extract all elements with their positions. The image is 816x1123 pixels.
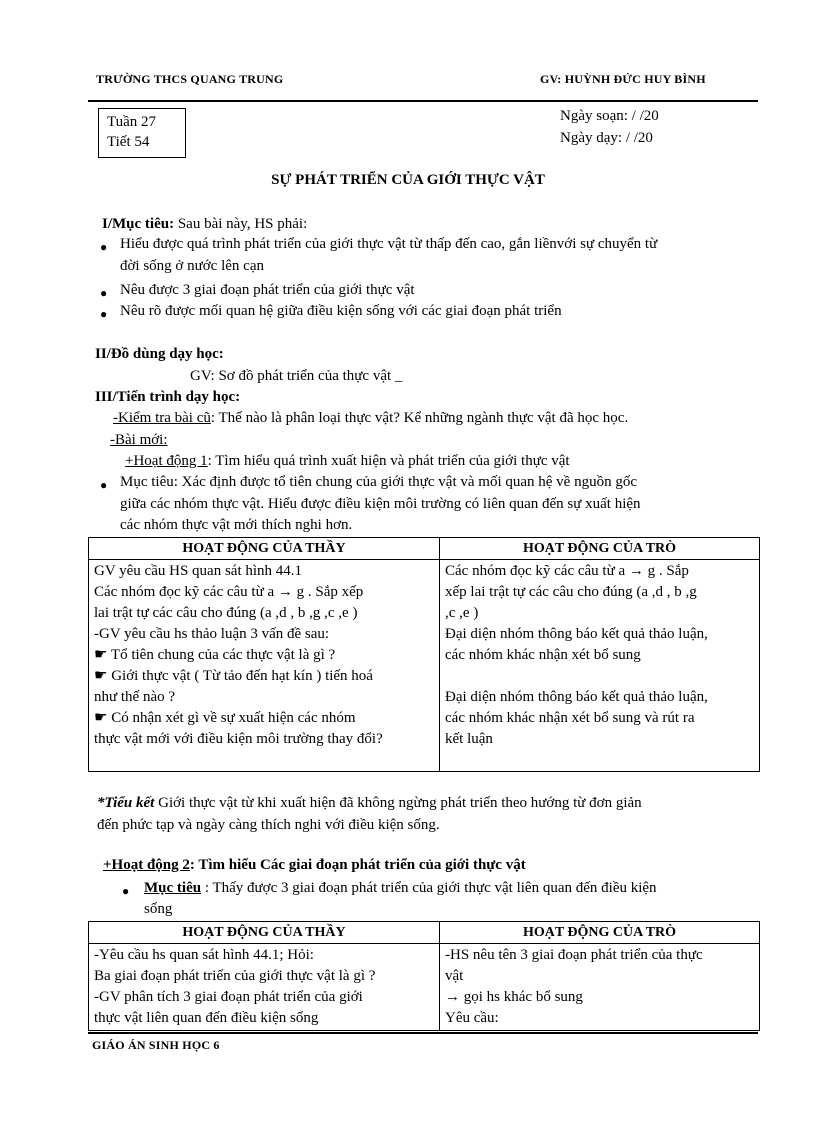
section1-bullet-3: Nêu rõ được mối quan hệ giữa điều kiện sống với các giai đoạn phát triển — [120, 303, 562, 319]
table1-student-cell — [440, 560, 760, 772]
objective-line-3: các nhóm thực vật mới thích nghi hơn. — [120, 517, 353, 533]
bullet-icon: ● — [100, 240, 108, 254]
section1-bullet-1: Hiểu được quá trình phát triển của giới thực vật từ thấp đến cao, gắn liềnvới sự chuyển từ — [120, 236, 658, 252]
week-box — [98, 108, 186, 158]
table1-student-line: Đại diện nhóm thông báo kết quả thảo luận, — [445, 626, 708, 642]
activity1-label: +Hoạt động 1 — [125, 453, 208, 469]
table1-teacher-line: thực vật mới với điều kiện môi trường thay đổi? — [94, 731, 383, 747]
activity2-table — [88, 921, 760, 1031]
table2-student-line: Yêu cầu: — [445, 1010, 499, 1026]
table1-student-line: kết luận — [445, 731, 493, 747]
table2-teacher-line: -GV phân tích 3 giai đoạn phát triển của giới — [94, 989, 363, 1005]
table1-header-student: HOẠT ĐỘNG CỦA TRÒ — [440, 538, 760, 560]
section1-bullet-2: Nêu được 3 giai đoạn phát triển của giới thực vật — [120, 282, 415, 298]
objective-line-2: giữa các nhóm thực vật. Hiểu được điều kiện môi trường có liên quan đến sự xuất hiện — [120, 496, 641, 512]
summary-text: Giới thực vật từ khi xuất hiện đã không ngừng phát triển theo hướng từ đơn giản — [154, 795, 642, 811]
bullet-icon: ● — [100, 478, 108, 492]
header-rule — [88, 100, 758, 102]
check-text: : Thế nào là phân loại thực vật? Kể những ngành thực vật đã học học. — [210, 410, 629, 426]
table2-student-line: vật — [445, 968, 464, 984]
footer-text: GIÁO ÁN SINH HỌC 6 — [92, 1038, 220, 1052]
section1-heading-line — [102, 216, 307, 233]
activity2-label: +Hoạt động 2 — [103, 857, 190, 873]
table1-student-line: xếp lai trật tự các câu cho đúng (a ,d , b ,g — [445, 584, 697, 600]
objective-line-1: Mục tiêu: Xác định được tổ tiên chung của giới thực vật và mối quan hệ về nguồn gốc — [120, 474, 637, 490]
table1-teacher-line: lai trật tự các câu cho đúng (a ,d , b ,g ,c ,e ) — [94, 605, 358, 621]
section1-bullet-1-cont: đời sống ở nước lên cạn — [120, 258, 264, 274]
section1-intro: Sau bài này, HS phải: — [174, 216, 308, 232]
check-line — [113, 410, 628, 427]
activity1-text: : Tìm hiểu quá trình xuất hiện và phát triển của giới thực vật — [207, 453, 570, 469]
table2-student-line: -HS nêu tên 3 giai đoạn phát triển của thực — [445, 947, 703, 963]
summary-line-1 — [97, 795, 642, 812]
activity2-objective-cont: sống — [144, 901, 173, 917]
activity2-objective — [144, 880, 657, 897]
activity2-objective-label: Mục tiêu — [144, 880, 202, 896]
table1-student-line: các nhóm khác nhận xét bổ sung — [445, 647, 641, 663]
activity1-table — [88, 537, 760, 772]
table1-teacher-line: như thế nào ? — [94, 689, 176, 705]
table1-header-teacher: HOẠT ĐỘNG CỦA THẦY — [89, 538, 440, 560]
activity2-text: : Tìm hiểu Các giai đoạn phát triển của giới thực vật — [189, 857, 526, 873]
table1-teacher-line: ☛ Tổ tiên chung của các thực vật là gì ? — [94, 647, 336, 663]
summary-line-2: đến phức tạp và ngày càng thích nghi với điều kiện sống. — [97, 817, 440, 833]
table2-student-cell — [440, 944, 760, 1031]
table2-teacher-line: -Yêu cầu hs quan sát hình 44.1; Hỏi: — [94, 947, 314, 963]
teacher-name: GV: HUỲNH ĐỨC HUY BÌNH — [540, 72, 706, 86]
check-label: -Kiểm tra bài cũ — [113, 410, 211, 426]
table2-teacher-line: Ba giai đoạn phát triển của giới thực vật là gì ? — [94, 968, 376, 984]
table1-teacher-line: ☛ Giới thực vật ( Từ tảo đến hạt kín ) tiến hoá — [94, 668, 373, 684]
table1-student-line: Đại diện nhóm thông báo kết quả thảo luận, — [445, 689, 708, 705]
bullet-icon: ● — [100, 307, 108, 321]
table2-student-line: → gọi hs khác bổ sung — [445, 989, 583, 1005]
table1-student-line: Các nhóm đọc kỹ các câu từ a → g . Sắp — [445, 563, 689, 579]
table1-teacher-line: GV yêu cầu HS quan sát hình 44.1 — [94, 563, 303, 579]
section2-gv: GV: Sơ đồ phát triển của thực vật _ — [190, 368, 403, 384]
table2-header-teacher: HOẠT ĐỘNG CỦA THẦY — [89, 922, 440, 944]
activity2-line — [103, 857, 526, 874]
table1-teacher-line: Các nhóm đọc kỹ các câu từ a → g . Sắp xếp — [94, 584, 364, 600]
table1-student-line — [445, 666, 754, 687]
week-label: Tuần 27 — [107, 114, 157, 130]
date-taught: Ngày dạy: / /20 — [560, 130, 653, 146]
activity1-line — [125, 453, 570, 470]
summary-label: *Tiểu kết — [97, 795, 155, 811]
table2-header-student: HOẠT ĐỘNG CỦA TRÒ — [440, 922, 760, 944]
table1-teacher-line: -GV yêu cầu hs thảo luận 3 vấn đề sau: — [94, 626, 330, 642]
bullet-icon: ● — [100, 286, 108, 300]
new-lesson-label: -Bài mới: — [110, 432, 168, 448]
table1-teacher-line: ☛ Có nhận xét gì về sự xuất hiện các nhóm — [94, 710, 356, 726]
page-title: SỰ PHÁT TRIỂN CỦA GIỚI THỰC VẬT — [271, 172, 545, 188]
activity2-objective-text: : Thấy được 3 giai đoạn phát triển của giới thực vật liên quan đến điều kiện — [201, 880, 657, 896]
section1-heading: I/Mục tiêu: — [102, 216, 175, 232]
period-label: Tiết 54 — [107, 134, 150, 150]
table1-student-line: ,c ,e ) — [445, 605, 479, 621]
table2-teacher-line: thực vật liên quan đến điều kiện sống — [94, 1010, 319, 1026]
section2-heading: II/Đồ dùng dạy học: — [95, 346, 224, 362]
table2-teacher-cell — [89, 944, 440, 1031]
section3-heading: III/Tiến trình dạy học: — [95, 389, 241, 405]
footer-rule — [88, 1032, 758, 1034]
table1-teacher-cell — [89, 560, 440, 772]
table1-student-line: các nhóm khác nhận xét bổ sung và rút ra — [445, 710, 695, 726]
school-name: TRƯỜNG THCS QUANG TRUNG — [96, 72, 284, 86]
date-prepared: Ngày soạn: / /20 — [560, 108, 659, 124]
bullet-icon: ● — [122, 884, 130, 898]
